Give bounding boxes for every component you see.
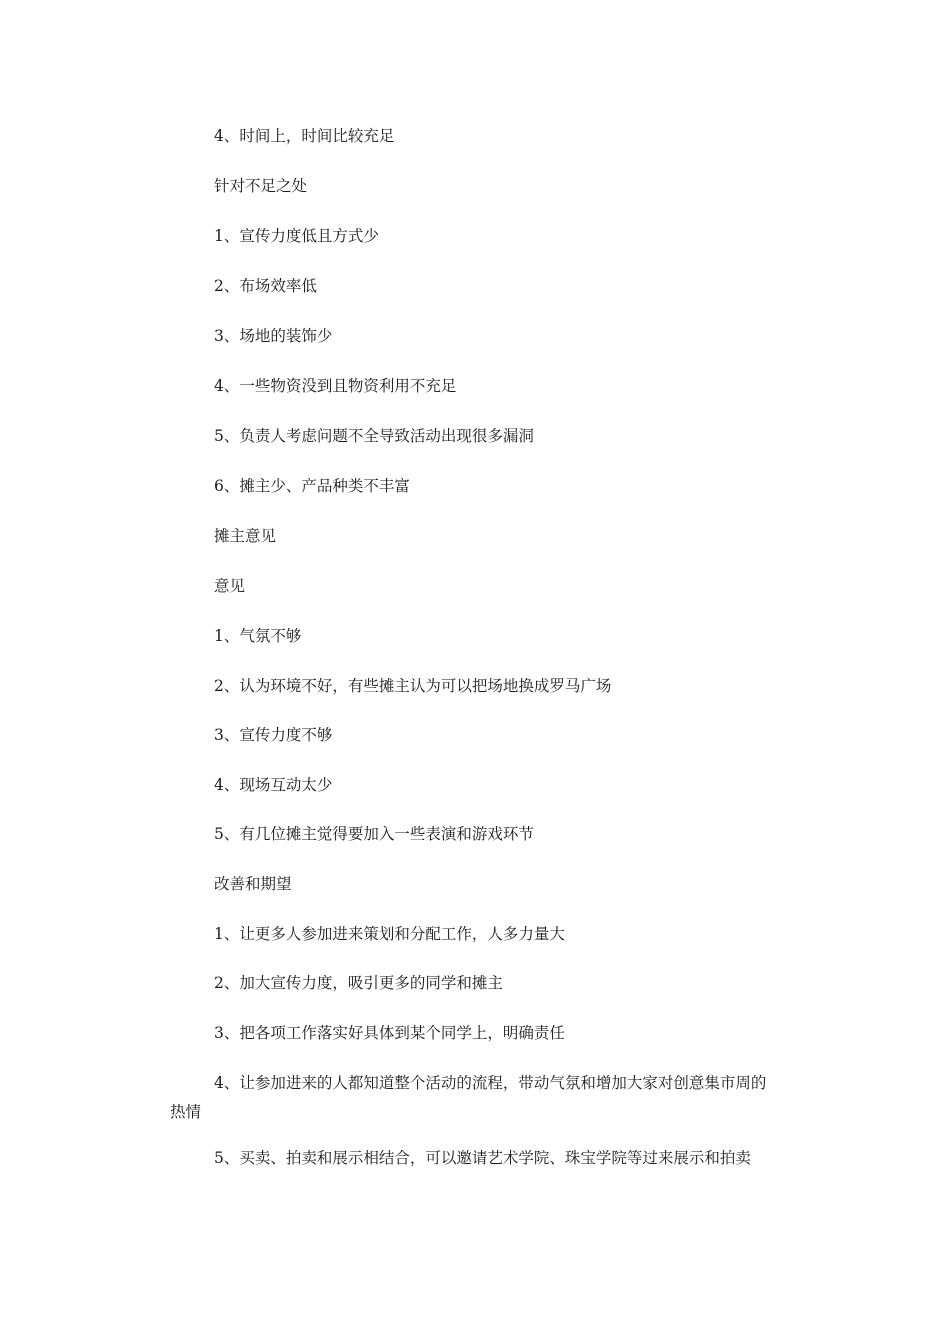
paragraph: 2、认为环境不好，有些摊主认为可以把场地换成罗马广场 (214, 677, 612, 695)
paragraph: 3、把各项工作落实好具体到某个同学上，明确责任 (214, 1024, 565, 1042)
paragraph: 2、布场效率低 (214, 277, 317, 295)
paragraph: 4、一些物资没到且物资利用不充足 (214, 377, 457, 395)
paragraph: 5、有几位摊主觉得要加入一些表演和游戏环节 (214, 825, 534, 843)
paragraph: 4、时间上，时间比较充足 (214, 127, 395, 145)
paragraph: 4、现场互动太少 (214, 776, 333, 794)
paragraph: 4、让参加进来的人都知道整个活动的流程，带动气氛和增加大家对创意集市周的热情 (170, 1074, 767, 1121)
paragraph: 1、让更多人参加进来策划和分配工作，人多力量大 (214, 925, 565, 943)
section-heading: 针对不足之处 (214, 177, 308, 195)
paragraph: 1、宣传力度低且方式少 (214, 227, 379, 245)
paragraph: 3、场地的装饰少 (214, 327, 333, 345)
paragraph: 2、加大宣传力度，吸引更多的同学和摊主 (214, 974, 503, 992)
section-heading: 意见 (214, 577, 246, 595)
paragraph: 6、摊主少、产品种类不丰富 (214, 477, 410, 495)
section-heading: 改善和期望 (214, 875, 292, 893)
paragraph: 5、买卖、拍卖和展示相结合，可以邀请艺术学院、珠宝学院等过来展示和拍卖 (214, 1149, 751, 1167)
paragraph: 3、宣传力度不够 (214, 726, 333, 744)
section-heading: 摊主意见 (214, 527, 277, 545)
paragraph: 1、气氛不够 (214, 627, 302, 645)
paragraph: 5、负责人考虑问题不全导致活动出现很多漏洞 (214, 427, 534, 445)
